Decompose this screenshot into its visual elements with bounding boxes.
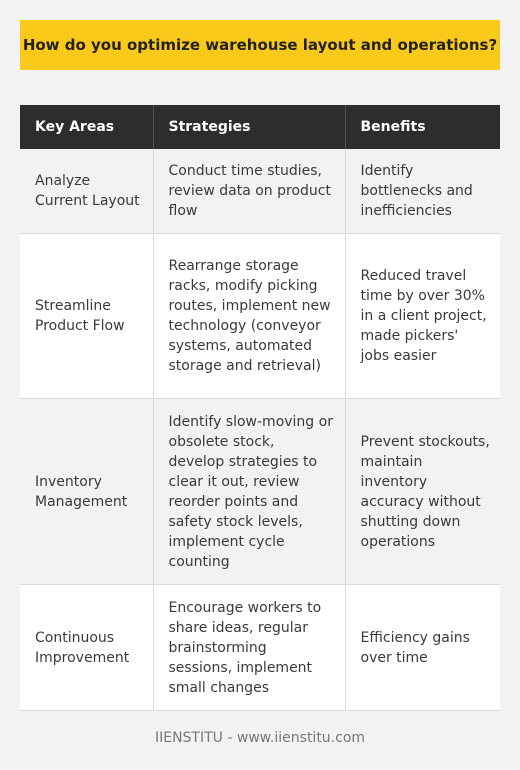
column-header-key-areas: Key Areas: [20, 105, 153, 149]
benefit-cell: Prevent stockouts, maintain inventory accuracy without shutting down operations: [345, 399, 500, 585]
key-area-cell: Streamline Product Flow: [20, 234, 153, 399]
strategy-cell: Rearrange storage racks, modify picking routes, implement new technology (conveyor systems, automated storage and retrieval): [153, 234, 345, 399]
table-row: [20, 234, 500, 399]
strategy-cell: Identify slow-moving or obsolete stock, develop strategies to clear it out, review reorder points and safety stock levels, implement cycle counting: [153, 399, 345, 585]
column-header-benefits: Benefits: [345, 105, 500, 149]
key-area-cell: Continuous Improvement: [20, 585, 153, 711]
page-title: How do you optimize warehouse layout and operations?: [20, 20, 500, 70]
table-row: [20, 149, 500, 234]
benefit-cell: Identify bottlenecks and inefficiencies: [345, 149, 500, 234]
benefit-cell: Reduced travel time by over 30% in a client project, made pickers' jobs easier: [345, 234, 500, 399]
column-header-strategies: Strategies: [153, 105, 345, 149]
footer-source: IIENSTITU - www.iienstitu.com: [154, 730, 366, 746]
table-row: [20, 399, 500, 585]
table-row: [20, 585, 500, 711]
strategy-table: [20, 105, 500, 711]
table-header-row: [20, 105, 500, 149]
key-area-cell: Inventory Management: [20, 399, 153, 585]
strategy-cell: Conduct time studies, review data on product flow: [153, 149, 345, 234]
key-area-cell: Analyze Current Layout: [20, 149, 153, 234]
benefit-cell: Efficiency gains over time: [345, 585, 500, 711]
strategy-cell: Encourage workers to share ideas, regular brainstorming sessions, implement small changes: [153, 585, 345, 711]
